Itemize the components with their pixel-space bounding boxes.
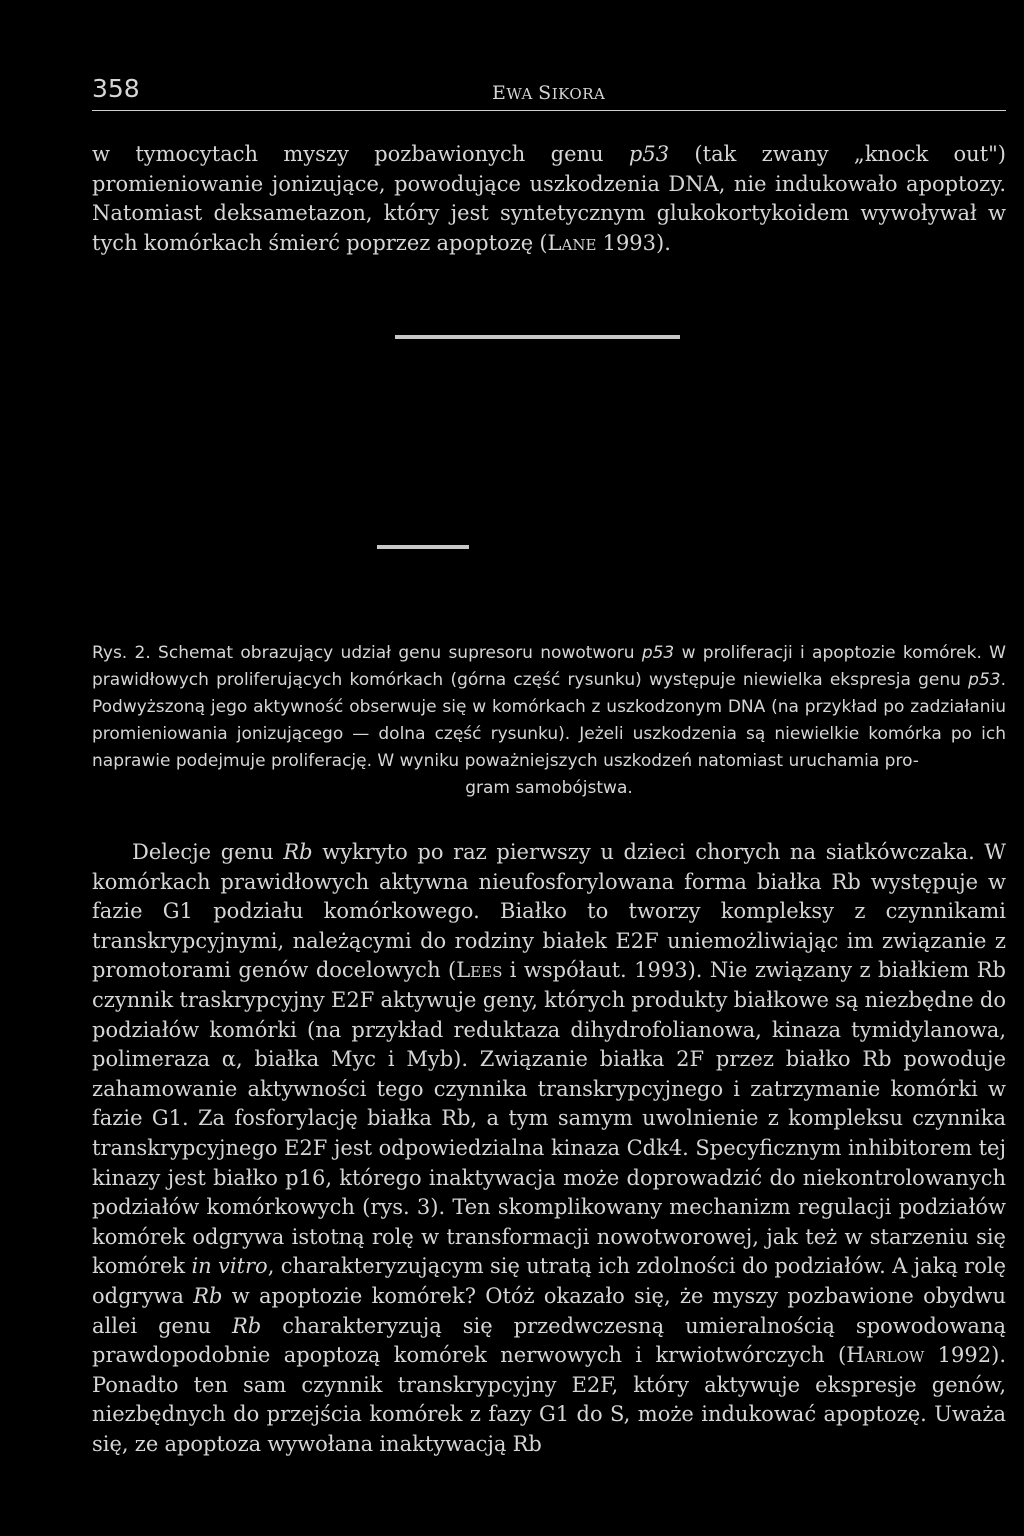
main-paragraph: Delecje genu Rb wykryto po raz pierwszy u dzieci chorych na siatkówczaka. W komórkach prawidłowych aktywna nieufosforylowana forma białka Rb występuje w fazie G1 podziału komórkowego. Białko to tworzy kompleksy z czynnikami transkrypcyjnymi, należącymi do rodziny białek E2F uniemożliwiając im związanie z promotorami genów docelowych (Lees i współaut. 1993). Nie związany z białkiem Rb czynnik traskrypcyjny E2F aktywuje geny, których produkty białkowe są niezbędne do podziałów komórki (na przykład reduktaza dihydrofolianowa, kinaza tymidylanowa, polimeraza α, białka Myc i Myb). Związanie białka 2F przez białko Rb powoduje zahamowanie aktywności tego czynnika transkrypcyjnego i zatrzymanie komórki w fazie G1. Za fosforylację białka Rb, a tym samym uwolnienie z kompleksu czynnika transkrypcyjnego E2F jest odpowiedzialna kinaza Cdk4. Specyficznym inhibitorem tej kinazy jest białko p16, którego inaktywacja może doprowadzić do niekontrolowanych podziałów komórkowych (rys. 3). Ten skomplikowany mechanizm regulacji podziałów komórek odgrywa istotną rolę w transformacji nowotworowej, jak też w starzeniu się komórek in vitro, charakteryzującym się utratą ich zdolności do podziałów. A jaką rolę odgrywa Rb w apoptozie komórek? Otóż okazało się, że myszy pozbawione obydwu allei genu Rb charakteryzują się przedwczesną umieralnością spowodowaną prawdopodobnie apoptozą komórek nerwowych i krwiotwórczych (Harlow 1992). Ponadto ten sam czynnik transkrypcyjny E2F, który aktywuje ekspresje genów, niezbędnych do przejścia komórek z fazy G1 do S, może indukować apoptozę. Uważa się, ze apoptoza wywołana inaktywacją Rb: [92, 840, 1007, 1456]
running-header: [92, 70, 1006, 111]
figure-caption: Rys. 2. Schemat obrazujący udział genu supresoru nowotworu p53 w proliferacji i apoptozie komórek. W prawidłowych proliferujących komórkach (górna część rysunku) występuje niewielka ekspresja genu p53. Podwyższoną jego aktywność obserwuje się w komórkach z uszkodzonym DNA (na przykład po zadziałaniu promieniowania jonizującego — dolna część rysunku). Jeżeli uszkodzenia są niewielkie komórka po ich naprawie podejmuje proliferację. W wyniku poważniejszych uszkodzeń natomiast uruchamia pro- gram samobójstwa.: [92, 640, 1006, 802]
citation-harlow: Harlow: [846, 1343, 925, 1368]
caption-last-line: gram samobójstwa.: [465, 778, 633, 798]
page-number: 358: [92, 74, 140, 103]
figure-line-bottom: [377, 545, 469, 549]
intro-paragraph: w tymocytach myszy pozbawionych genu p53 (tak zwany „knock out") promieniowanie jonizujące, powodujące uszkodzenia DNA, nie indukowało apoptozy. Natomiast deksametazon, który jest syntetycznym glukokortykoidem wywoływał w tych komórkach śmierć poprzez apoptozę (Lane 1993).: [92, 142, 1006, 255]
figure-2-image: [92, 295, 1006, 625]
citation-lees: Lees: [456, 958, 503, 983]
figure-line-top: [395, 335, 680, 339]
author-running-head: EWA SIKORA: [492, 82, 606, 104]
citation-lane: Lane: [547, 230, 597, 255]
